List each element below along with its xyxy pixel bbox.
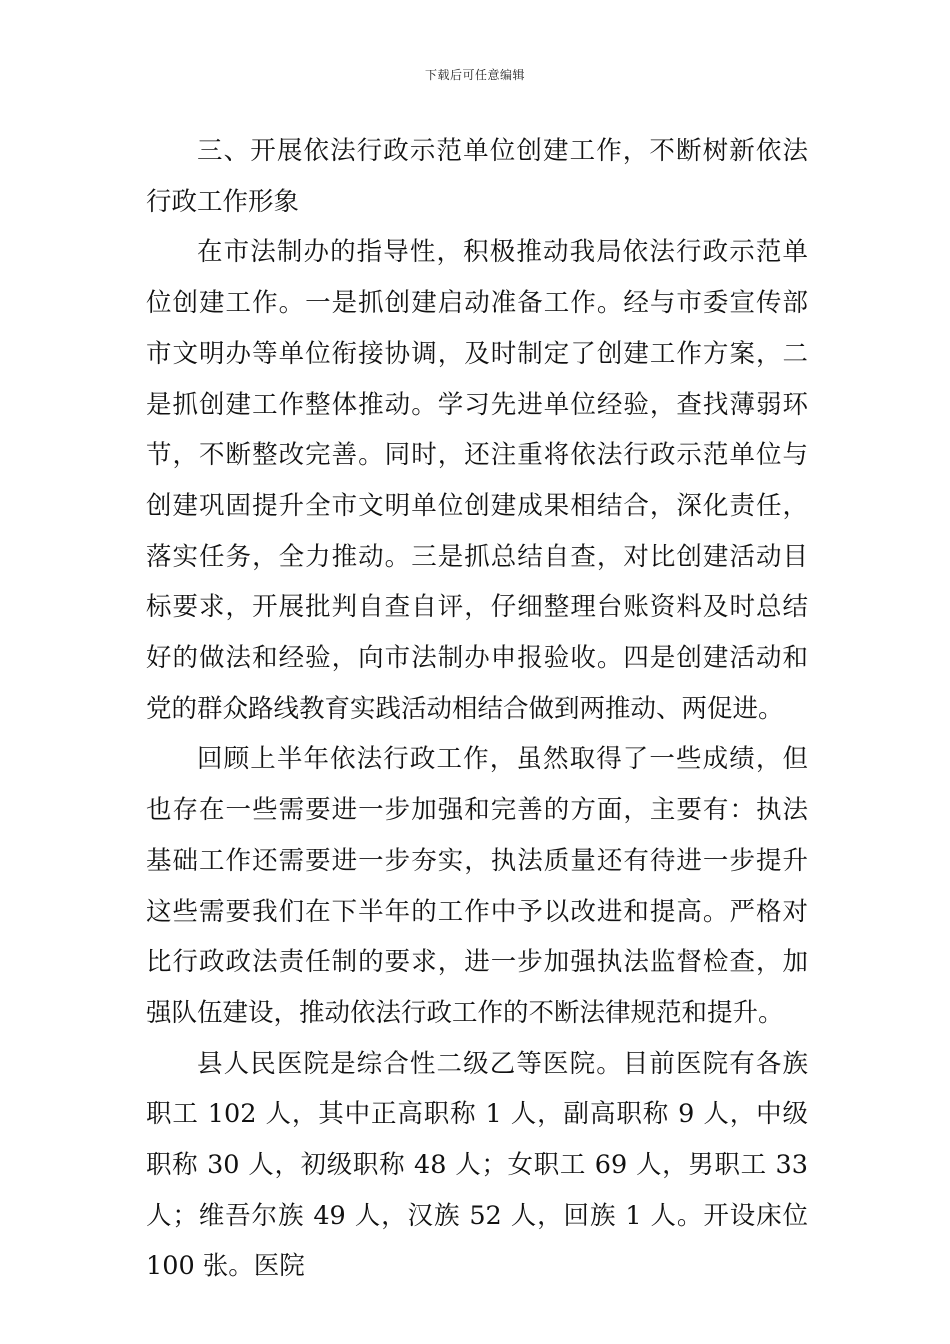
paragraph: 在市法制办的指导性，积极推动我局依法行政示范单位创建工作。一是抓创建启动准备工作。经与市委宣传部市文明办等单位衔接协调，及时制定了创建工作方案，二是抓创建工作整体推动。学习先进单位经验，查找薄弱环节，不断整改完善。同时，还注重将依法行政示范单位与创建巩固提升全市文明单位创建成果相结合，深化责任，落实任务，全力推动。三是抓总结自查，对比创建活动目标要求，开展批判自查自评，仔细整理台账资料及时总结好的做法和经验，向市法制办申报验收。四是创建活动和党的群众路线教育实践活动相结合做到两推动、两促进。 <box>146 237 808 724</box>
document-body <box>146 126 808 1292</box>
paragraph: 县人民医院是综合性二级乙等医院。目前医院有各族职工 102 人，其中正高职称 1 人，副高职称 9 人，中级职称 30 人，初级职称 48 人；女职工 69 人，男职工 33 人；维吾尔族 49 人，汉族 52 人，回族 1 人。开设床位 100 张。医院 <box>146 1048 808 1282</box>
section-heading: 三、开展依法行政示范单位创建工作，不断树新依法行政工作形象 <box>146 136 808 217</box>
page-header: 下载后可任意编辑 <box>424 68 525 82</box>
paragraph: 回顾上半年依法行政工作，虽然取得了一些成绩，但也存在一些需要进一步加强和完善的方面，主要有：执法基础工作还需要进一步夯实，执法质量还有待进一步提升这些需要我们在下半年的工作中予以改进和提高。严格对比行政政法责任制的要求，进一步加强执法监督检查，加强队伍建设，推动依法行政工作的不断法律规范和提升。 <box>146 744 808 1028</box>
